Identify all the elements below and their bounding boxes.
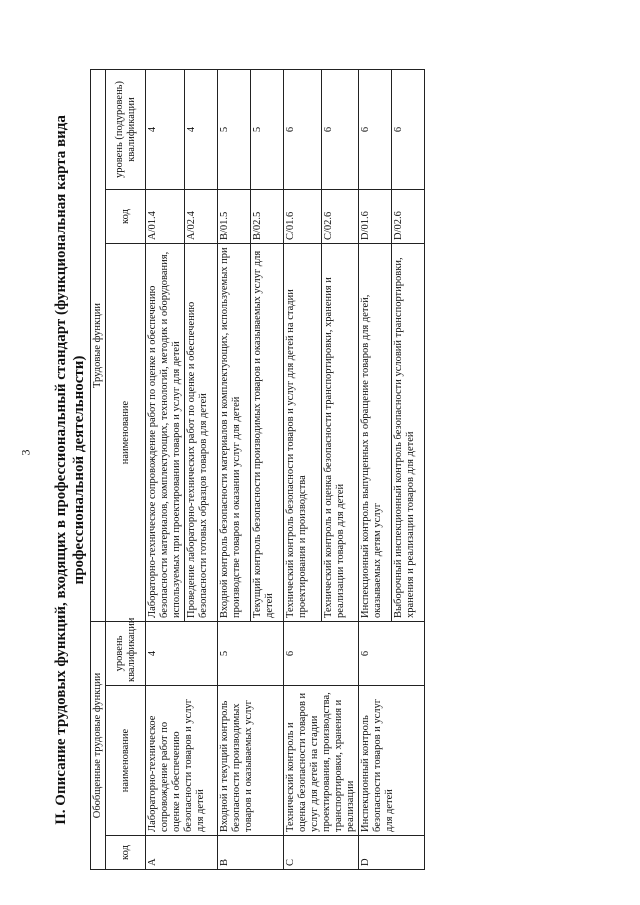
group-name: Лабораторно-техническое сопровождение работ по оценке и обеспечению безопасности товаров и услуг для детей (146, 686, 218, 836)
function-level: 4 (185, 69, 218, 189)
group-code: A (146, 836, 218, 870)
function-level: 6 (284, 69, 322, 189)
function-code: C/02.6 (321, 190, 359, 244)
function-code: C/01.6 (284, 190, 322, 244)
group-level: 6 (359, 622, 425, 686)
gf-level-header: уровень квалификации (106, 622, 146, 686)
function-name: Проведение лабораторно-технических работ по оценке и обеспечению безопасности готовых образцов товаров для детей (185, 244, 218, 622)
function-level: 4 (146, 69, 185, 189)
table-row (359, 69, 392, 869)
group-name: Входной и текущий контроль безопасности производимых товаров и оказываемых услуг (218, 686, 284, 836)
lf-name-header: наименование (106, 244, 146, 622)
function-name: Лабораторно-техническое сопровождение работ по оценке и обеспечению безопасности материалов, комплектующих, технологий, методик и оборудования, используемых при проектировании товаров и услуг для детей (146, 244, 185, 622)
lf-code-header: код (106, 190, 146, 244)
function-level: 6 (392, 69, 425, 189)
function-name: Текущий контроль безопасности производимых товаров и оказываемых услуг для детей (251, 244, 284, 622)
function-name: Инспекционный контроль выпущенных в обращение товаров для детей, оказываемых детям услуг (359, 244, 392, 622)
gf-code-header: код (106, 836, 146, 870)
function-code: A/02.4 (185, 190, 218, 244)
group-name: Инспекционный контроль безопасности товаров и услуг для детей (359, 686, 425, 836)
function-code: D/02.6 (392, 190, 425, 244)
page-number: 3 (18, 449, 33, 456)
group-code: D (359, 836, 425, 870)
rotated-page-content (52, 70, 597, 870)
generalized-functions-header: Обобщенные трудовые функции (91, 622, 106, 870)
function-name: Технический контроль и оценка безопасности транспортировки, хранения и реализации товаров для детей (321, 244, 359, 622)
group-name: Технический контроль и оценка безопасности товаров и услуг для детей на стадии проектирования, производства, транспортировки, хранения и реализации (284, 686, 359, 836)
table-row (218, 69, 251, 869)
function-level: 5 (218, 69, 251, 189)
function-level: 5 (251, 69, 284, 189)
function-level: 6 (359, 69, 392, 189)
table-row (146, 69, 185, 869)
function-code: B/02.5 (251, 190, 284, 244)
function-code: D/01.6 (359, 190, 392, 244)
function-code: B/01.5 (218, 190, 251, 244)
lf-level-header: уровень (подуровень) квалификации (106, 69, 146, 189)
function-name: Технический контроль безопасности товаров и услуг для детей на стадии проектирования и производства (284, 244, 322, 622)
functional-map-table (90, 69, 425, 870)
function-name: Выборочный инспекционный контроль безопасности условий транспортировки, хранения и реализации товаров для детей (392, 244, 425, 622)
group-code: C (284, 836, 359, 870)
group-code: B (218, 836, 284, 870)
group-level: 5 (218, 622, 284, 686)
gf-name-header: наименование (106, 686, 146, 836)
section-title: II. Описание трудовых функций, входящих в профессиональный стандарт (функциональная карта вида профессиональной деятельности) (53, 115, 87, 825)
function-code: A/01.4 (146, 190, 185, 244)
group-level: 6 (284, 622, 359, 686)
function-name: Входной контроль безопасности материалов и комплектующих, используемых при производстве товаров и оказании услуг для детей (218, 244, 251, 622)
group-level: 4 (146, 622, 218, 686)
function-level: 6 (321, 69, 359, 189)
labor-functions-header: Трудовые функции (91, 69, 106, 621)
table-row (284, 69, 322, 869)
